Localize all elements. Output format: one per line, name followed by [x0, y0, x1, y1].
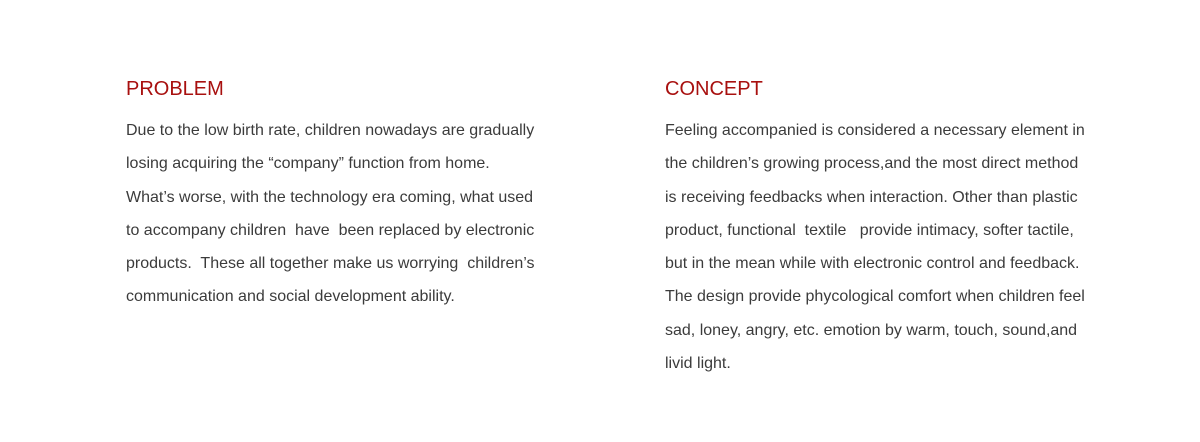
concept-text-line: is receiving feedbacks when interaction. Other than plastic: [665, 188, 1078, 206]
concept-text-line: the children’s growing process,and the most direct method: [665, 155, 1079, 173]
concept-text-line: product, functional textile provide intimacy, softer tactile,: [665, 221, 1074, 239]
problem-text-line: to accompany children have been replaced by electronic: [126, 221, 535, 239]
problem-text-line: What’s worse, with the technology era coming, what used: [126, 188, 534, 206]
problem-text-line: products. These all together make us worrying children’s: [126, 255, 535, 273]
problem-heading: PROBLEM: [126, 78, 224, 100]
concept-text-line: sad, loney, angry, etc. emotion by warm, touch, sound,and: [665, 321, 1078, 339]
problem-text-line: Due to the low birth rate, children nowadays are gradually: [126, 122, 535, 139]
problem-text: [126, 114, 566, 314]
concept-text-line: livid light.: [665, 355, 731, 373]
problem-section: [126, 72, 566, 314]
problem-text-line: communication and social development ability.: [126, 288, 455, 306]
concept-text: [665, 114, 1115, 380]
concept-heading: CONCEPT: [665, 78, 763, 100]
problem-text-line: losing acquiring the “company” function from home.: [126, 155, 490, 173]
concept-text-line: Feeling accompanied is considered a necessary element in: [665, 122, 1085, 139]
concept-section: [665, 72, 1115, 380]
concept-text-line: but in the mean while with electronic control and feedback.: [665, 255, 1080, 273]
concept-text-line: The design provide phycological comfort when children feel: [665, 288, 1085, 306]
